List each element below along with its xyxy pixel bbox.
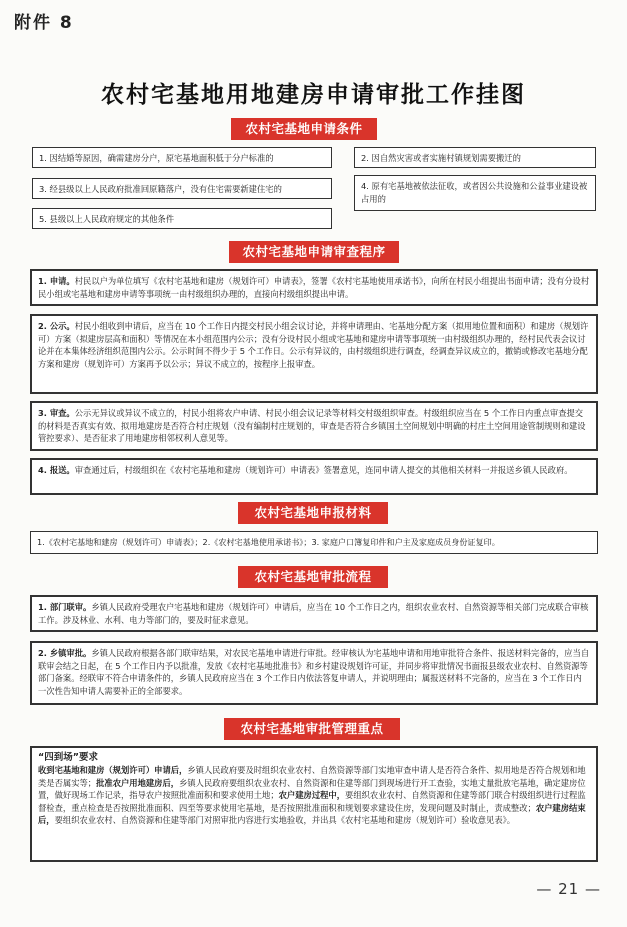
- step-text: 乡镇人民政府受理农户宅基地和建房（规划许可）申请后，应当在 10 个工作日之内，组织农业农村、自然资源等相关部门完成联合审核工作。涉及林业、水利、电力等部门的，要及时征求意见。: [38, 602, 589, 625]
- step-text: 村民小组收到申请后，应当在 10 个工作日内提交村民小组会议讨论，并将申请理由、宅基地分配方案（拟用地位置和面积）和建房（规划许可）方案（拟建房层高和面积）等情况在本小组范围内公示；没有分设村民小组或宅基地和建房申请等事项统一由村级组织办理的，经村民代表会议讨论并在本集体经济组织范围内公示。公示时间不得少于 5 个工作日。公示有异议的，由村级组织进行调查，经调查异议成立的，撤销或修改宅基地分配方案和建房（规划许可）方案再予以公示；异议不成立的，按程序上报审查。: [38, 321, 589, 369]
- step-lead: 2. 乡镇审批。: [38, 648, 92, 658]
- step-lead: 4. 报送。: [38, 465, 75, 475]
- procedure-step-review: [30, 401, 598, 451]
- approval-step-joint-review: [30, 595, 598, 632]
- page-number: — 21 —: [536, 880, 601, 898]
- section-header-management: 农村宅基地审批管理重点: [224, 718, 400, 740]
- section-header-materials: 农村宅基地申报材料: [238, 502, 388, 524]
- section-header-approval-flow: 农村宅基地审批流程: [238, 566, 388, 588]
- step-lead: 2. 公示。: [38, 321, 75, 331]
- step-text: 公示无异议或异议不成立的，村民小组将农户申请、村民小组会议记录等材料交村级组织审查。村级组织应当在 5 个工作日内重点审查提交的材料是否真实有效、拟用地建房是否符合村庄规划（没有编制村庄规划的，审查是否符合乡镇国土空间规划中明确的村庄土空间用途管制规则和建设管控要求）、是否征求了用地建房相邻权利人意见等。: [38, 408, 586, 444]
- condition-item-2: 2. 因自然灾害或者实施村镇规划需要搬迁的: [354, 147, 596, 168]
- condition-item-1: 1. 因结婚等原因，确需建房分户，原宅基地面积低于分户标准的: [32, 147, 332, 168]
- step-text: 审查通过后，村级组织在《农村宅基地和建房（规划许可）申请表》签署意见，连同申请人提交的其他相关材料一并报送乡镇人民政府。: [74, 465, 573, 475]
- focus-text-4: 要组织农业农村、自然资源和住建等部门对照审批内容进行实地验收，并出具《农村宅基地和建房（规划许可）验收意见表》。: [54, 815, 516, 826]
- materials-list: 1.《农村宅基地和建房（规划许可）申请表》；2.《农村宅基地使用承诺书》；3. 家庭户口簿复印件和户主及家庭成员身份证复印。: [30, 531, 598, 554]
- section-header-procedure: 农村宅基地申请审查程序: [229, 241, 399, 263]
- focus-lead-1: 收到宅基地和建房（规划许可）申请后，: [38, 765, 188, 775]
- step-lead: 3. 审查。: [38, 408, 75, 418]
- procedure-step-submit: [30, 458, 598, 495]
- condition-item-4: 4. 原有宅基地被依法征收，或者因公共设施和公益事业建设被占用的: [354, 175, 596, 211]
- condition-item-5: 5. 县级以上人民政府规定的其他条件: [32, 208, 332, 229]
- focus-text-3: 要组织农业农村、自然资源和住建等部门联合村级组织进行过程监督检查，重点检查是否按照批准面积、四至等要求使用宅基地，是否按照批准面积和规划要求建设住房，发现问题及时制止，责成整改；: [38, 790, 586, 813]
- procedure-step-apply: [30, 269, 598, 306]
- focus-lead-3: 农户建房过程中，: [278, 790, 346, 801]
- page-title: 农村宅基地用地建房申请审批工作挂图: [101, 82, 526, 108]
- step-lead: 1. 申请。: [38, 276, 75, 286]
- step-lead: 1. 部门联审。: [38, 602, 92, 612]
- condition-item-3: 3. 经县级以上人民政府批准回原籍落户，没有住宅需要新建住宅的: [32, 178, 332, 199]
- focus-text-2: 乡镇人民政府要组织农业农村、自然资源和住建等部门到现场进行开工查验，实地丈量批放宅基地，确定建房位置，做好现场工作记录，指导农户按照批准面积和要求使用土地；: [38, 777, 586, 801]
- step-text: 乡镇人民政府根据各部门联审结果，对农民宅基地申请进行审批。经审核认为宅基地申请和用地审批符合条件、报送材料完备的，应当自联审会结之日起，在 5 个工作日内予以批准，发放《农村宅基地批准书》和乡村建设规划许可证，并同步将审批情况书面报县级农业农村、自然资源等部门备案。经联审不符合申请条件的，乡镇人民政府应当在 3 个工作日内依法答复申请人，并说明理由；属报送材料不完备的，应当在 3 个工作日内一次性告知申请人需要补正的全部要求。: [38, 648, 590, 696]
- focus-lead-2: 批准农户用地建房后，: [96, 777, 180, 788]
- procedure-step-publicize: [30, 314, 598, 394]
- attachment-label: 附件 8: [14, 13, 74, 33]
- focus-text-1: 乡镇人民政府要及时组织农业农村、自然资源等部门实地审查申请人是否符合条件、拟用地是否符合规划和地类是否属实等；: [38, 765, 586, 788]
- four-onsite-title: “四到场”要求: [38, 752, 98, 763]
- management-focus: [30, 746, 598, 862]
- section-header-conditions: 农村宅基地申请条件: [231, 118, 377, 140]
- step-text: 村民以户为单位填写《农村宅基地和建房（规划许可）申请表》，签署《农村宅基地使用承诺书》，向所在村民小组提出书面申请；没有分设村民小组或宅基地和建房申请等事项统一由村级组织办理的，直接向村级组织提出申请。: [38, 276, 590, 299]
- focus-lead-4: 农户建房结束后，: [38, 802, 586, 826]
- approval-step-township: [30, 641, 598, 705]
